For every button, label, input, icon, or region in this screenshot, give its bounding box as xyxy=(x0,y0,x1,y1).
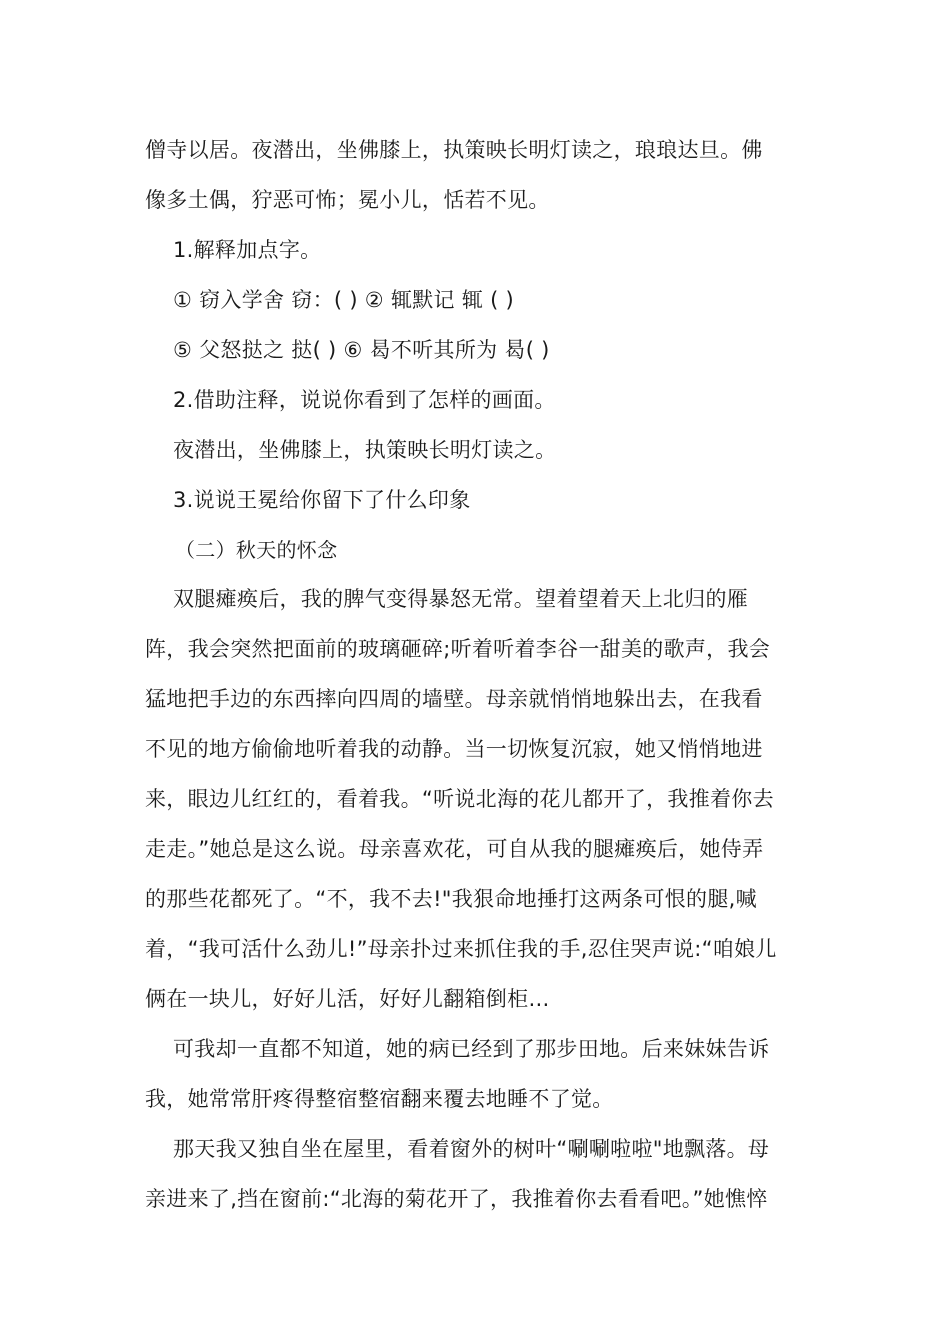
passage2-para1-line-2: 阵，我会突然把面前的玻璃砸碎;听着听着李谷一甜美的歌声，我会 xyxy=(145,637,771,661)
passage2-para1-line-7: 的那些花都死了。“不，我不去!"我狠命地捶打这两条可恨的腿,喊 xyxy=(145,887,757,911)
section-2-title: （二）秋天的怀念 xyxy=(175,538,338,562)
passage2-para1-line-4: 不见的地方偷偷地听着我的动静。当一切恢复沉寂，她又悄悄地进 xyxy=(145,737,763,761)
passage2-para3-line-1: 那天我又独自坐在屋里，看着窗外的树叶“唰唰啦啦"地飘落。母 xyxy=(173,1137,770,1161)
passage2-para1-line-6: 走走。”她总是这么说。母亲喜欢花，可自从我的腿瘫痪后，她侍弄 xyxy=(145,837,764,861)
passage2-para3-line-2: 亲进来了,挡在窗前:“北海的菊花开了，我推着你去看看吧。”她憔悴 xyxy=(145,1187,768,1211)
passage1-line-2: 像多土偶，狞恶可怖；冕小儿，恬若不见。 xyxy=(145,188,550,212)
question-1-heading: 1.解释加点字。 xyxy=(173,238,322,262)
passage2-para1-line-3: 猛地把手边的东西摔向四周的墙壁。母亲就悄悄地躲出去，在我看 xyxy=(145,687,763,711)
passage2-para2-line-1: 可我却一直都不知道，她的病已经到了那步田地。后来妹妹告诉 xyxy=(173,1037,770,1061)
passage2-para1-line-8: 着，“我可活什么劲儿!”母亲扑过来抓住我的手,忍住哭声说:“咱娘儿 xyxy=(145,937,777,961)
passage2-para2-line-2: 我，她常常肝疼得整宿整宿翻来覆去地睡不了觉。 xyxy=(145,1087,614,1111)
passage1-line-1: 僧寺以居。夜潜出，坐佛膝上，执策映长明灯读之，琅琅达旦。佛 xyxy=(145,138,763,162)
question-3-heading: 3.说说王冕给你留下了什么印象 xyxy=(173,488,471,512)
passage2-para1-line-9: 俩在一块儿，好好儿活，好好儿翻箱倒柜… xyxy=(145,987,550,1011)
question-2-heading: 2.借助注释，说说你看到了怎样的画面。 xyxy=(173,388,556,412)
question-1-items-a: ① 窃入学舍 窃：( ) ② 辄默记 辄 ( ) xyxy=(173,288,515,312)
passage2-para1-line-1: 双腿瘫痪后，我的脾气变得暴怒无常。望着望着天上北归的雁 xyxy=(173,587,749,611)
question-2-quote: 夜潜出，坐佛膝上，执策映长明灯读之。 xyxy=(173,438,557,462)
question-1-items-b: ⑤ 父怒挞之 挞( ) ⑥ 曷不听其所为 曷( ) xyxy=(173,338,550,362)
passage2-para1-line-5: 来，眼边儿红红的，看着我。“听说北海的花儿都开了，我推着你去 xyxy=(145,787,774,811)
